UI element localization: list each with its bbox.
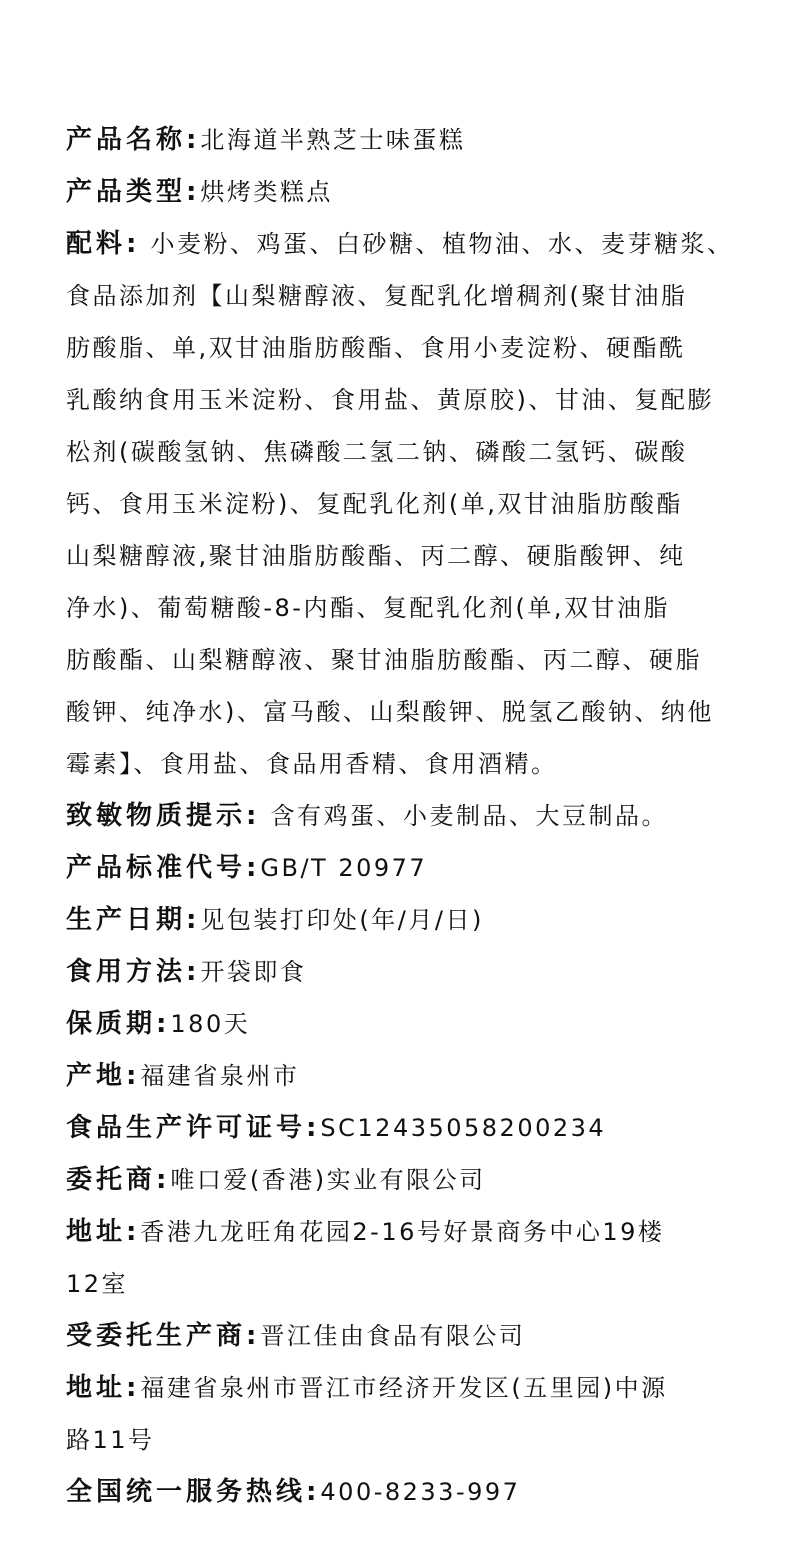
field-value: 钙、食用玉米淀粉)、复配乳化剂(单,双甘油脂肪酸酯 bbox=[66, 490, 683, 518]
field-value: 福建省泉州市 bbox=[140, 1062, 300, 1090]
field-value: 12室 bbox=[66, 1270, 129, 1298]
field-value: 小麦粉、鸡蛋、白砂糖、植物油、水、麦芽糖浆、 bbox=[140, 230, 734, 258]
field-value: 烘烤类糕点 bbox=[200, 178, 333, 206]
field-label: 产地: bbox=[66, 1061, 141, 1091]
label-line-production-date bbox=[66, 894, 756, 946]
field-value: 含有鸡蛋、小麦制品、大豆制品。 bbox=[260, 802, 669, 830]
field-value: 180天 bbox=[170, 1010, 251, 1038]
field-label: 生产日期: bbox=[66, 905, 201, 935]
label-line-product-type bbox=[66, 166, 756, 218]
field-label: 食用方法: bbox=[66, 957, 201, 987]
label-line-product-name bbox=[66, 114, 756, 166]
field-value: 乳酸纳食用玉米淀粉、食用盐、黄原胶)、甘油、复配膨 bbox=[66, 386, 714, 414]
field-value: 肪酸脂、单,双甘油脂肪酸酯、食用小麦淀粉、硬酯酰 bbox=[66, 334, 686, 362]
label-line-license bbox=[66, 1102, 756, 1154]
field-value: 松剂(碳酸氢钠、焦磷酸二氢二钠、磷酸二氢钙、碳酸 bbox=[66, 438, 688, 466]
label-line-ingredients-cont bbox=[66, 374, 756, 426]
field-value: 霉素】、食用盐、食品用香精、食用酒精。 bbox=[66, 750, 558, 778]
field-value: SC12435058200234 bbox=[320, 1114, 607, 1142]
field-value: 唯口爱(香港)实业有限公司 bbox=[170, 1166, 486, 1194]
label-line-manufacturer-address-cont bbox=[66, 1414, 756, 1466]
label-line-client bbox=[66, 1154, 756, 1206]
label-line-ingredients-cont bbox=[66, 478, 756, 530]
field-value: 香港九龙旺角花园2-16号好景商务中心19楼 bbox=[140, 1218, 665, 1246]
label-line-ingredients-cont bbox=[66, 530, 756, 582]
field-label: 配料: bbox=[66, 229, 141, 259]
label-line-origin bbox=[66, 1050, 756, 1102]
field-value: 北海道半熟芝士味蛋糕 bbox=[200, 126, 466, 154]
field-label: 地址: bbox=[66, 1373, 141, 1403]
label-line-ingredients-cont bbox=[66, 738, 756, 790]
label-line-shelf-life bbox=[66, 998, 756, 1050]
label-line-client-address-cont bbox=[66, 1258, 756, 1310]
field-value: 山梨糖醇液,聚甘油脂肪酸酯、丙二醇、硬脂酸钾、纯 bbox=[66, 542, 686, 570]
field-value: 路11号 bbox=[66, 1426, 155, 1454]
field-label: 全国统一服务热线: bbox=[66, 1477, 321, 1507]
field-value: 见包装打印处(年/月/日) bbox=[200, 906, 484, 934]
field-value: 酸钾、纯净水)、富马酸、山梨酸钾、脱氢乙酸钠、纳他 bbox=[66, 698, 714, 726]
field-value: 晋江佳由食品有限公司 bbox=[260, 1322, 526, 1350]
field-value: 福建省泉州市晋江市经济开发区(五里园)中源 bbox=[140, 1374, 668, 1402]
field-label: 产品名称: bbox=[66, 125, 201, 155]
label-line-ingredients-cont bbox=[66, 686, 756, 738]
field-value: 净水)、葡萄糖酸-8-内酯、复配乳化剂(单,双甘油脂 bbox=[66, 594, 670, 622]
label-line-manufacturer bbox=[66, 1310, 756, 1362]
field-value: GB/T 20977 bbox=[260, 854, 428, 882]
field-label: 产品类型: bbox=[66, 177, 201, 207]
field-label: 致敏物质提示: bbox=[66, 801, 261, 831]
label-line-client-address bbox=[66, 1206, 756, 1258]
label-line-ingredients-cont bbox=[66, 322, 756, 374]
label-line-manufacturer-address bbox=[66, 1362, 756, 1414]
field-value: 开袋即食 bbox=[200, 958, 307, 986]
field-value: 食品添加剂【山梨糖醇液、复配乳化增稠剂(聚甘油脂 bbox=[66, 282, 688, 310]
field-label: 受委托生产商: bbox=[66, 1321, 261, 1351]
label-line-ingredients-cont bbox=[66, 582, 756, 634]
field-label: 地址: bbox=[66, 1217, 141, 1247]
label-line-ingredients-cont bbox=[66, 426, 756, 478]
field-value: 400-8233-997 bbox=[320, 1478, 521, 1506]
product-label bbox=[66, 114, 756, 1518]
label-line-allergen bbox=[66, 790, 756, 842]
label-line-hotline bbox=[66, 1466, 756, 1518]
field-label: 委托商: bbox=[66, 1165, 171, 1195]
label-line-ingredients-cont bbox=[66, 634, 756, 686]
field-label: 食品生产许可证号: bbox=[66, 1113, 321, 1143]
field-label: 产品标准代号: bbox=[66, 853, 261, 883]
label-line-ingredients-cont bbox=[66, 270, 756, 322]
field-value: 肪酸酯、山梨糖醇液、聚甘油脂肪酸酯、丙二醇、硬脂 bbox=[66, 646, 702, 674]
label-line-ingredients bbox=[66, 218, 756, 270]
label-line-usage bbox=[66, 946, 756, 998]
label-line-standard-code bbox=[66, 842, 756, 894]
field-label: 保质期: bbox=[66, 1009, 171, 1039]
